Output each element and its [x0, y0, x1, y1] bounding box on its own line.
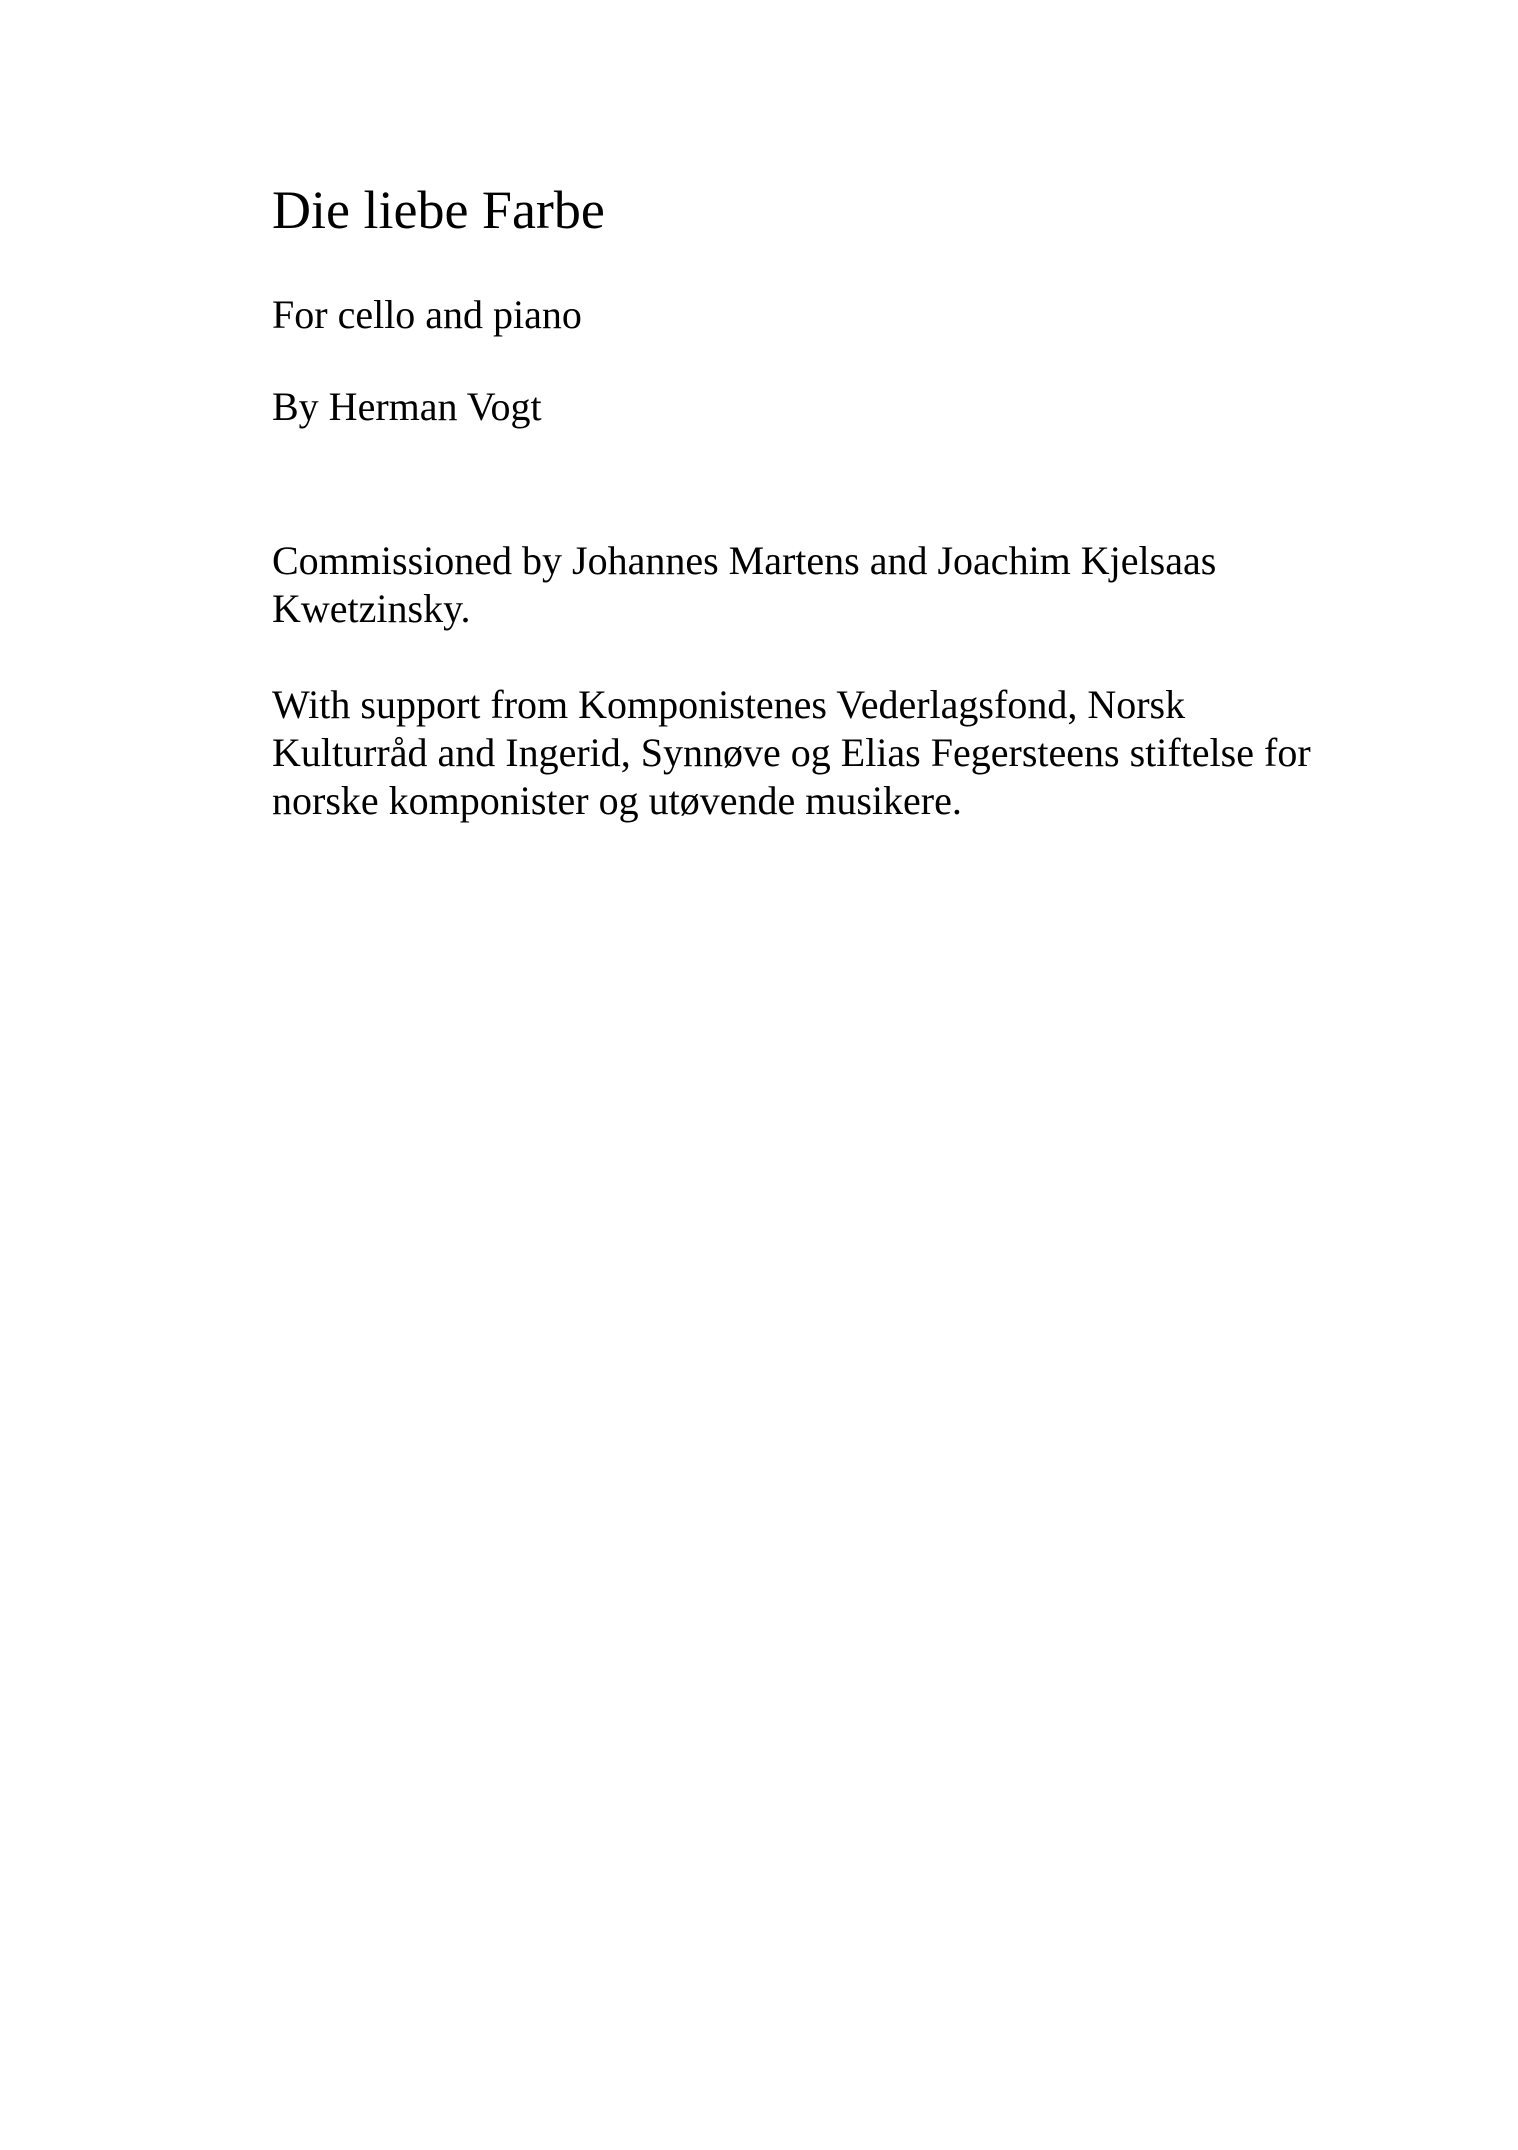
commission-line: Commissioned by Johannes Martens and Joachim Kjelsaas: [272, 537, 1217, 583]
support-note: [272, 681, 1402, 825]
commission-note: [272, 537, 1402, 633]
instrumentation: For cello and piano: [272, 291, 582, 337]
support-line: Kulturråd and Ingerid, Synnøve og Elias Fegersteens stiftelse for: [272, 729, 1311, 775]
support-line: With support from Komponistenes Vederlagsfond, Norsk: [272, 681, 1186, 727]
support-line: norske komponister og utøvende musikere.: [272, 777, 962, 823]
title-page-content: [272, 178, 1402, 825]
commission-line: Kwetzinsky.: [272, 585, 471, 631]
document-title: Die liebe Farbe: [272, 180, 605, 240]
composer-credit: By Herman Vogt: [272, 383, 542, 429]
